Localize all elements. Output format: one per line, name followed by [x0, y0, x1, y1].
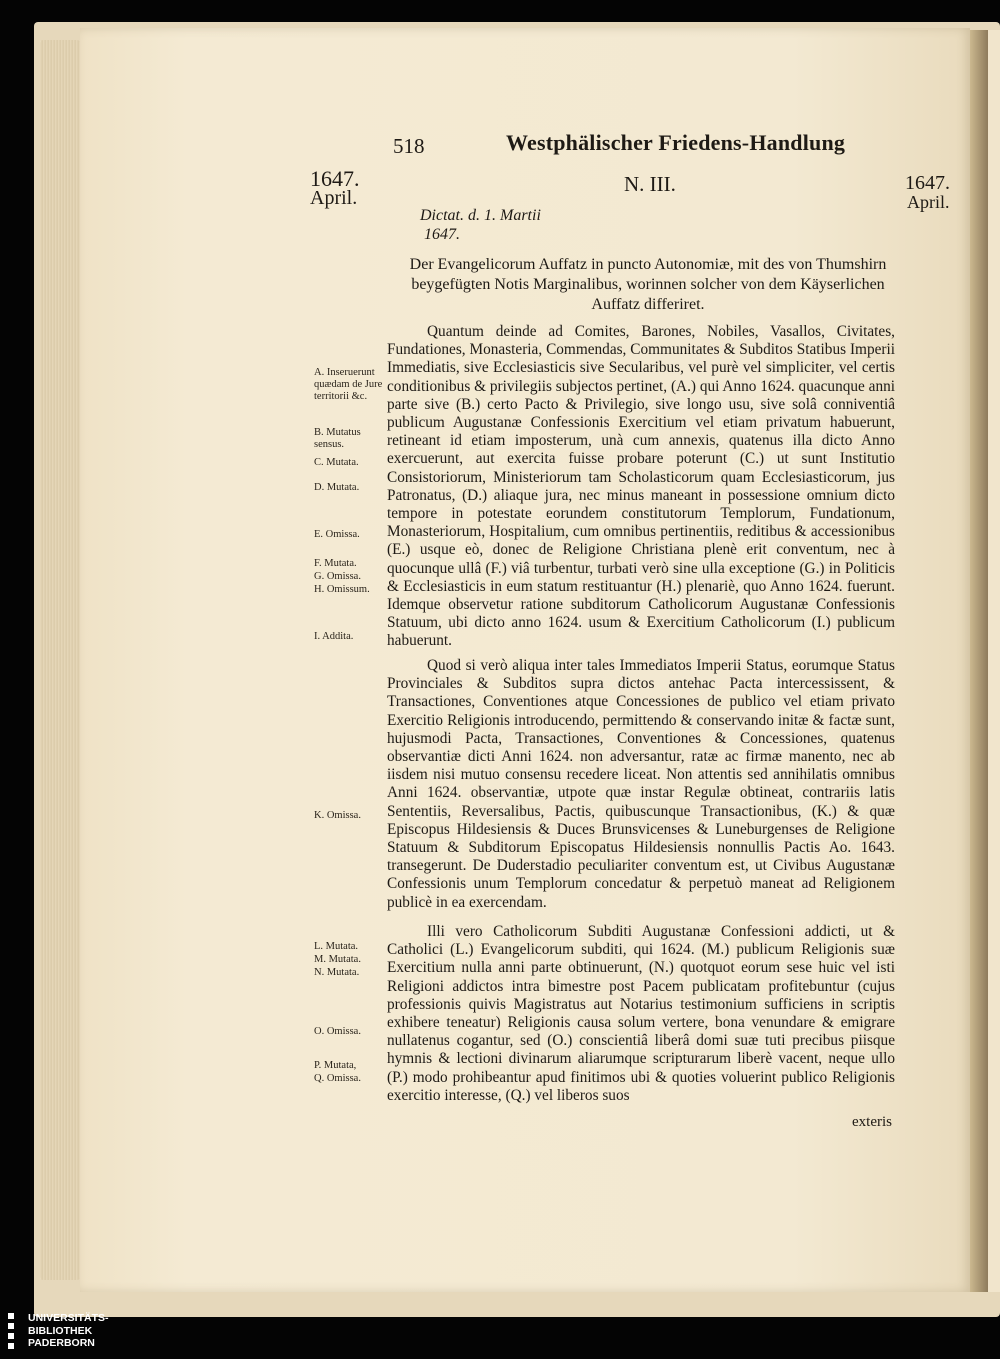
book-gutter: [970, 30, 988, 1292]
library-logo-line: PADERBORN: [28, 1337, 95, 1349]
marginal-note: M. Mutata.: [314, 954, 361, 965]
paragraph: Quod si verò aliqua inter tales Immediatos Imperii Status, eorumque Status Provinciales & Subditos supra dictos antehac Pacta intercessissent, & Transactiones, Conventiones atque Concessiones de publico vel etiam privato Exercitio Religionis introducendo, permittendo & conservando initæ & factæ sunt, hujusmodi Pacta, Transactiones, Conventiones & Concessiones, quatenus observantiæ dicti Anni 1624. non adversantur, ratæ ac firmæ manento, nec ab iisdem nisi mutuo consensu recedere liceat. Non attentis sed annihilatis omnibus Anni 1624. observantiæ, utpote quæ instar Regulæ obtineat, contrariis latis Sententiis, Reversalibus, Pactis, quibuscunque Transactionibus, (K.) & quæ Episcopus Hildesiensis & Duces Brunsvicenses & Luneburgenses de Religione Statuum & Subditorum Episcopatus Hildesiensis nonnullis Pactis Ao. 1643. transegerunt. De Duderstadio peculiariter conventum est, ut Civibus Augustanæ Confessionis unum Templorum concedatur & perpetuò maneat ad Religionem publicè in ea exercendam.: [387, 657, 895, 911]
marginal-note: C. Mutata.: [314, 457, 359, 468]
facing-page-edge: [988, 30, 1000, 1292]
marginal-note: H. Omissum.: [314, 584, 370, 595]
marginal-note: K. Omissa.: [314, 810, 361, 821]
margin-month-left: April.: [310, 187, 358, 209]
library-logo: [0, 1309, 160, 1359]
library-logo-line: BIBLIOTHEK: [28, 1324, 93, 1337]
library-logo-text: [28, 1312, 109, 1350]
marginal-note: E. Omissa.: [314, 529, 360, 540]
marginal-note: I. Addita.: [314, 631, 354, 642]
running-title: Westphälischer Friedens-Handlung: [506, 130, 846, 155]
margin-year-right: 1647.: [905, 172, 950, 194]
marginal-note: D. Mutata.: [314, 482, 360, 493]
marginal-note: Q. Omissa.: [314, 1073, 361, 1084]
marginal-note: F. Mutata.: [314, 558, 357, 569]
document-number: N. III.: [624, 172, 676, 196]
marginal-note: P. Mutata,: [314, 1060, 357, 1071]
page-number: 518: [393, 134, 425, 158]
dictation-line: 1647.: [424, 226, 460, 243]
marginal-note: G. Omissa.: [314, 571, 361, 582]
marginal-note: O. Omissa.: [314, 1026, 361, 1037]
dictation-note: [420, 206, 620, 244]
dictation-line: Dictat. d. 1. Martii: [420, 207, 541, 224]
margin-year-left: 1647.: [310, 166, 360, 191]
marginal-note: N. Mutata.: [314, 967, 360, 978]
library-logo-icon: [8, 1313, 22, 1353]
paragraph: Illi vero Catholicorum Subditi Augustanæ Confessioni addicti, ut & Catholici (L.) Evangelicorum subditi, qui 1624. (M.) publicum Religionis suæ Exercitium nulla anni parte obtinuerunt, (N.) quotquot eorum sese huic vel isti Religioni addictos intra bimestre post Pacem publicatam profitebuntur (cujus professionis quivis Magistratus aut Notarius testimonium sufficiens in scriptis exhibere teneatur) Religionis causa solum vertere, bona venundare & emigrare nullatenus cogantur, sed (O.) conscientiâ liberâ domi suæ tuti precibus piisque hymnis & lectioni divinarum aliarumque scripturarum liberè vacent, neque ullo (P.) modo prohibeantur apud finitimos ubi & quoties voluerint publico Religionis exercitio interesse, (Q.) vel liberos suos: [387, 923, 895, 1104]
library-logo-line: UNIVERSITÄTS-: [28, 1312, 109, 1324]
document-title: Der Evangelicorum Auffatz in puncto Autonomiæ, mit des von Thumshirn beygefügten Notis Marginalibus, worinnen solcher von dem Käyserlichen Auffatz differiret.: [409, 256, 887, 313]
margin-month-right: April.: [907, 192, 950, 212]
marginal-note: L. Mutata.: [314, 941, 359, 952]
marginal-note: A. Inseruerunt quædam de Jure territorii &c.: [314, 367, 383, 402]
paragraph: Quantum deinde ad Comites, Barones, Nobiles, Vasallos, Civitates, Fundationes, Monasteria, Commendas, Communitates & Subditos Statibus Imperii Immediatis, sive Ecclesiasticis sive Secularibus, vel purè vel simpliciter, vel certis conditionibus & privilegiis subjectos pertinet, (A.) qui Anno 1624. quacunque anni parte sive (B.) certo Pacto & Privilegio, sive longo usu, sive solâ conniventiâ publicum Augustanæ Confessionis Exercitium vel etiam privatum habuerunt, retineant id etiam imposterum, unà cum annexis, quatenus illa dicto Anno exercuerunt, aut exercita fuisse probare poterunt (C.) ut sunt Institutio Consistoriorum, Ministeriorum tam Scholasticorum quam Ecclesiasticorum, jus Patronatus, (D.) aliaque jura, nec minus maneant in possessione omnium dicto tempore in potestate eorundem constitutorum Templorum, Fundationum, Monasteriorum, Hospitalium, cum omnibus pertinentiis, reditibus & accessionibus (E.) usque eò, donec de Religione Christiana plenè erit conventum, nec à quocunque ullâ (F.) viâ turbentur, turbati verò sine ulla exceptione (G.) in Politicis & Ecclesiasticis in eum statum restituantur (H.) plenariè, quo Anno 1624. fuerunt. Idemque observetur ratione subditorum Catholicorum Augustanæ Confessionis Statuum, ubi dicto anno 1624. usum & Exercitium Catholicorum (I.) publicum habuerunt.: [387, 323, 895, 650]
catchword: exteris: [852, 1114, 892, 1130]
page-edges: [40, 40, 80, 1280]
marginal-note: B. Mutatus sensus.: [314, 427, 361, 450]
